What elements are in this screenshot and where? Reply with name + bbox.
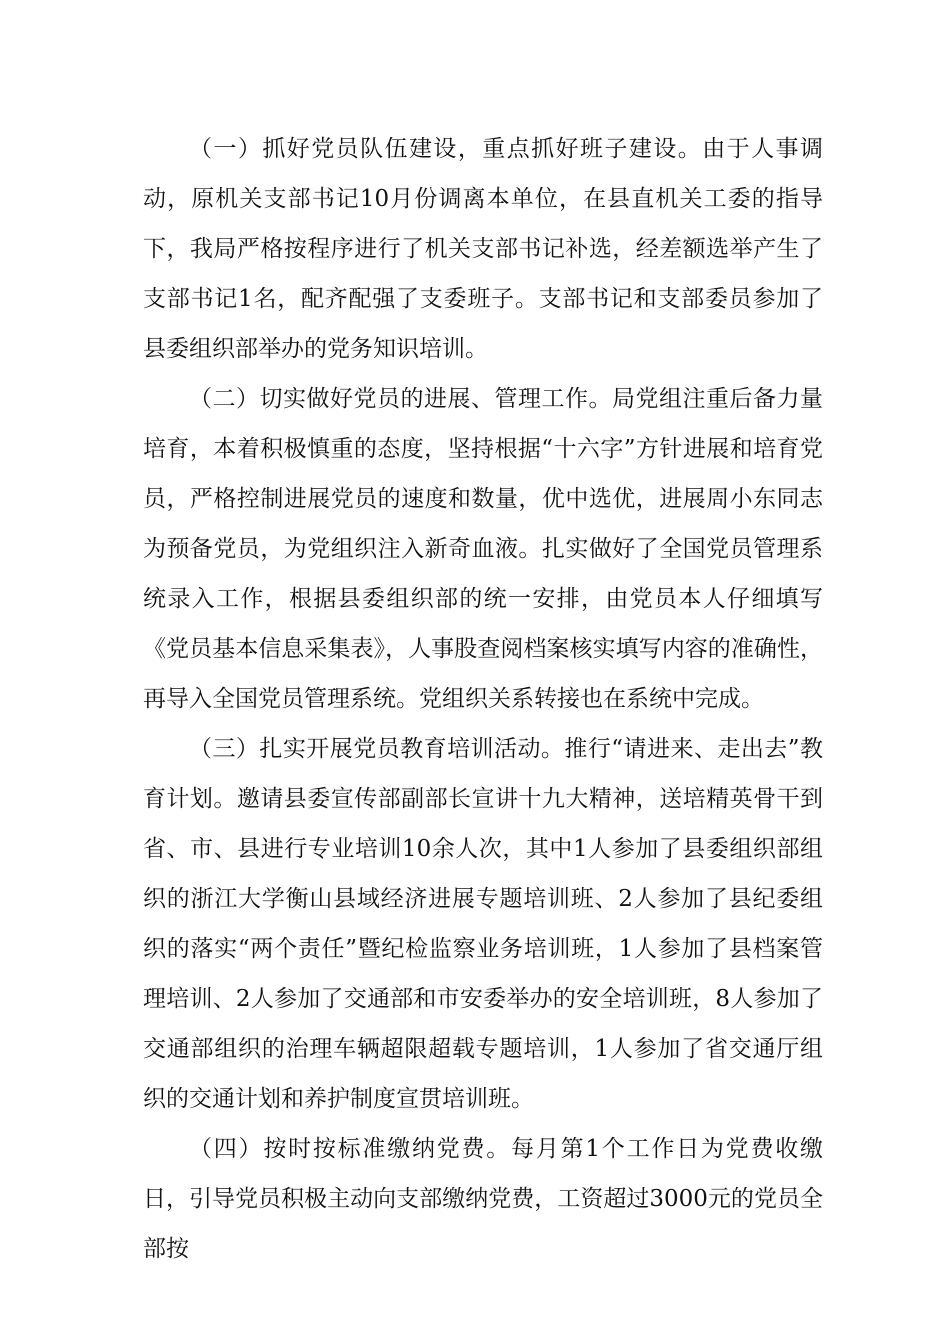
paragraph-3: （三）扎实开展党员教育培训活动。推行“请进来、走出去”教育计划。邀请县委宣传部副部长宣讲十九大精神，送培精英骨干到省、市、县进行专业培训10余人次，其中1人参加了县委组织部组织的浙江大学衡山县域经济进展专题培训班、2人参加了县纪委组织的落实“两个责任”暨纪检监察业务培训班，1人参加了县档案管理培训、2人参加了交通部和市安委举办的安全培训班，8人参加了交通部组织的治理车辆超限超载专题培训，1人参加了省交通厅组织的交通计划和养护制度宣贯培训班。 (143, 736, 823, 1112)
paragraph-1: （一）抓好党员队伍建设，重点抓好班子建设。由于人事调动，原机关支部书记10月份调离本单位，在县直机关工委的指导下，我局严格按程序进行了机关支部书记补选，经差额选举产生了支部书记1名，配齐配强了支委班子。支部书记和支部委员参加了县委组织部举办的党务知识培训。 (143, 136, 823, 362)
paragraph-4: （四）按时按标准缴纳党费。每月第1个工作日为党费收缴日，引导党员积极主动向支部缴纳党费，工资超过3000元的党员全部按 (143, 1136, 823, 1262)
document-body (143, 124, 823, 1274)
paragraph-2: （二）切实做好党员的进展、管理工作。局党组注重后备力量培育，本着积极慎重的态度，坚持根据“十六字”方针进展和培育党员，严格控制进展党员的速度和数量，优中选优，进展周小东同志为预备党员，为党组织注入新奇血液。扎实做好了全国党员管理系统录入工作，根据县委组织部的统一安排，由党员本人仔细填写《党员基本信息采集表》，人事股查阅档案核实填写内容的准确性，再导入全国党员管理系统。党组织关系转接也在系统中完成。 (143, 386, 823, 712)
